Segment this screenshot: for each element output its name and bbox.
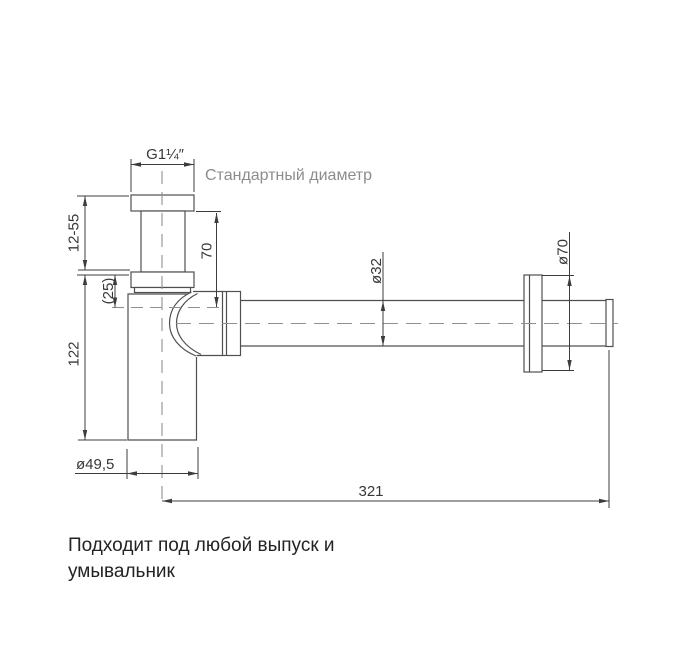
flange-diameter-label: ø70: [554, 239, 572, 265]
trap-outline-group: [128, 195, 613, 440]
thread-size-label: G1¼″: [146, 146, 184, 163]
nut-offset-label: (25): [100, 277, 117, 305]
dimension-body-height: [66, 275, 128, 440]
standard-diameter-note: Стандартный диаметр: [205, 167, 373, 184]
caption-line-2: умывальник: [68, 561, 175, 582]
tailpiece-range-label: 12-55: [65, 213, 83, 253]
caption-line-1: Подходит под любой выпуск и: [68, 535, 335, 556]
dimension-flange-diameter: [542, 232, 574, 371]
inlet-height-label: 70: [198, 242, 216, 260]
tailpiece-tube: [141, 211, 185, 272]
dimension-pipe-diameter: [368, 252, 385, 346]
pipe-end-cap: [606, 300, 613, 347]
pipe-length-label: 321: [358, 483, 384, 500]
dimension-thread: [131, 146, 194, 192]
caption-group: [68, 535, 335, 582]
dimension-pipe-length: [162, 350, 609, 508]
dimension-tailpiece-range: [66, 196, 131, 270]
body-height-label: 122: [65, 341, 83, 367]
body-diameter-label: ø49,5: [76, 456, 115, 473]
dimension-body-diameter: [75, 447, 198, 479]
pipe-diameter-label: ø32: [368, 258, 385, 284]
dimension-inlet-height: [196, 212, 221, 308]
